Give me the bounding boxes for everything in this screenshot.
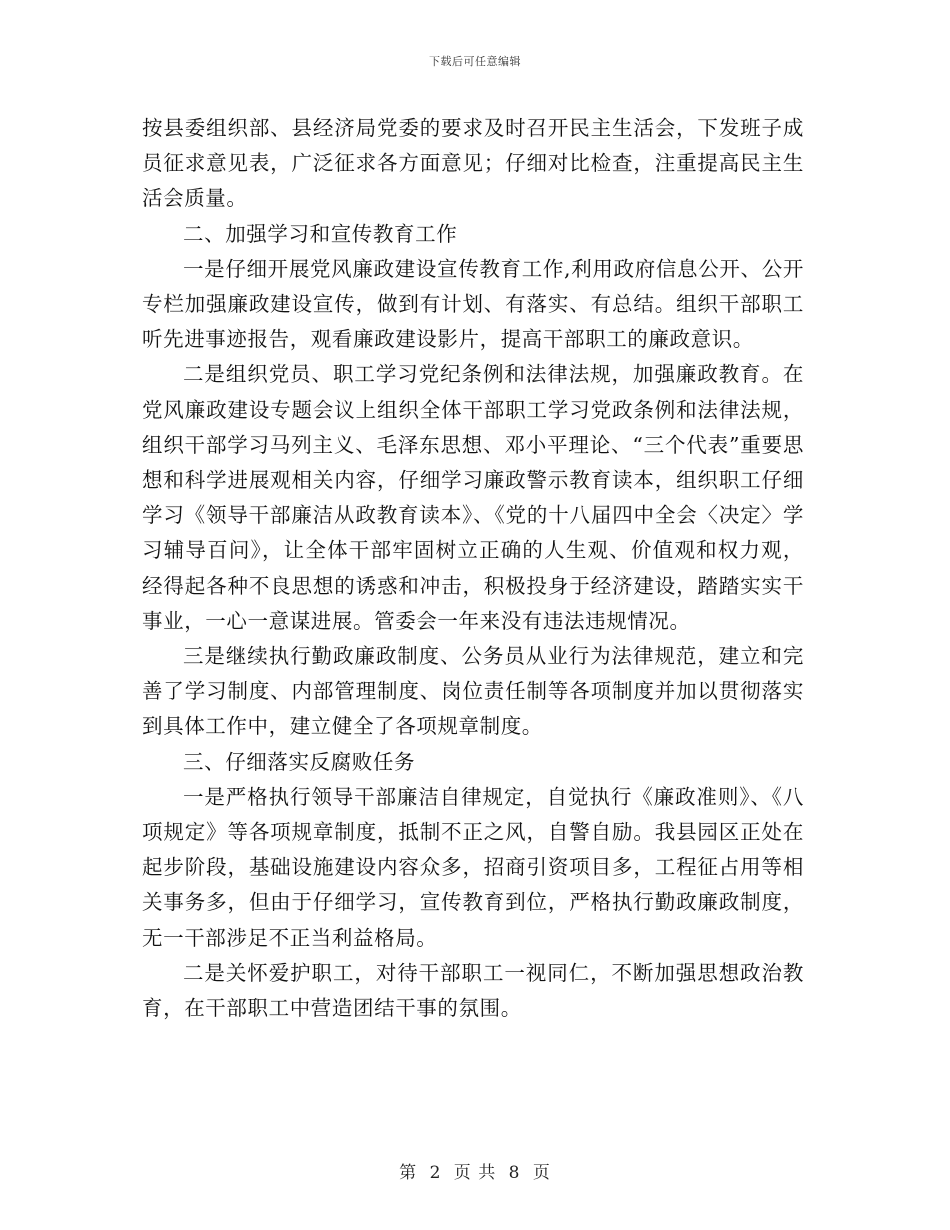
paragraph: 一是仔细开展党风廉政建设宣传教育工作,利用政府信息公开、公开专栏加强廉政建设宣传，做到有计划、有落实、有总结。组织干部职工听先进事迹报告，观看廉政建设影片，提高干部职工的廉政意识。: [142, 256, 804, 352]
page-header-note: 下载后可任意编辑: [429, 55, 521, 68]
footer-suffix: 页: [532, 1163, 551, 1183]
section-heading: 二、加强学习和宣传教育工作: [183, 221, 458, 246]
document-body: [142, 111, 804, 1026]
paragraph: 二是关怀爱护职工，对待干部职工一视同仁，不断加强思想政治教育，在干部职工中营造团结干事的氛围。: [142, 960, 804, 1021]
page-number-footer: [0, 1158, 950, 1183]
total-page-count: 8: [508, 1163, 521, 1183]
current-page-number: 2: [429, 1163, 442, 1183]
paragraph: 按县委组织部、县经济局党委的要求及时召开民主生活会，下发班子成员征求意见表，广泛征求各方面意见；仔细对比检查，注重提高民主生活会质量。: [142, 116, 804, 211]
footer-prefix: 第: [399, 1163, 418, 1183]
paragraph: 二是组织党员、职工学习党纪条例和法律法规，加强廉政教育。在党风廉政建设专题会议上组织全体干部职工学习党政条例和法律法规，组织干部学习马列主义、毛泽东思想、邓小平理论、“三个代表”重要思想和科学进展观相关内容，仔细学习廉政警示教育读本，组织职工仔细学习《领导干部廉洁从政教育读本》、《党的十八届四中全会〈决定〉学习辅导百问》，让全体干部牢固树立正确的人生观、价值观和权力观，经得起各种不良思想的诱惑和冲击，积极投身于经济建设，踏踏实实干事业，一心一意谋进展。管委会一年来没有违法违规情况。: [142, 362, 804, 633]
paragraph: 一是严格执行领导干部廉洁自律规定，自觉执行《廉政准则》、《八项规定》等各项规章制度，抵制不正之风，自警自励。我县园区正处在起步阶段，基础设施建设内容众多，招商引资项目多，工程征占用等相关事务多，但由于仔细学习，宣传教育到位，严格执行勤政廉政制度，无一干部涉足不正当利益格局。: [142, 784, 804, 950]
paragraph: 三是继续执行勤政廉政制度、公务员从业行为法律规范，建立和完善了学习制度、内部管理制度、岗位责任制等各项制度并加以贯彻落实到具体工作中，建立健全了各项规章制度。: [142, 644, 804, 739]
section-heading: 三、仔细落实反腐败任务: [183, 749, 416, 774]
footer-middle: 页 共: [453, 1163, 497, 1183]
